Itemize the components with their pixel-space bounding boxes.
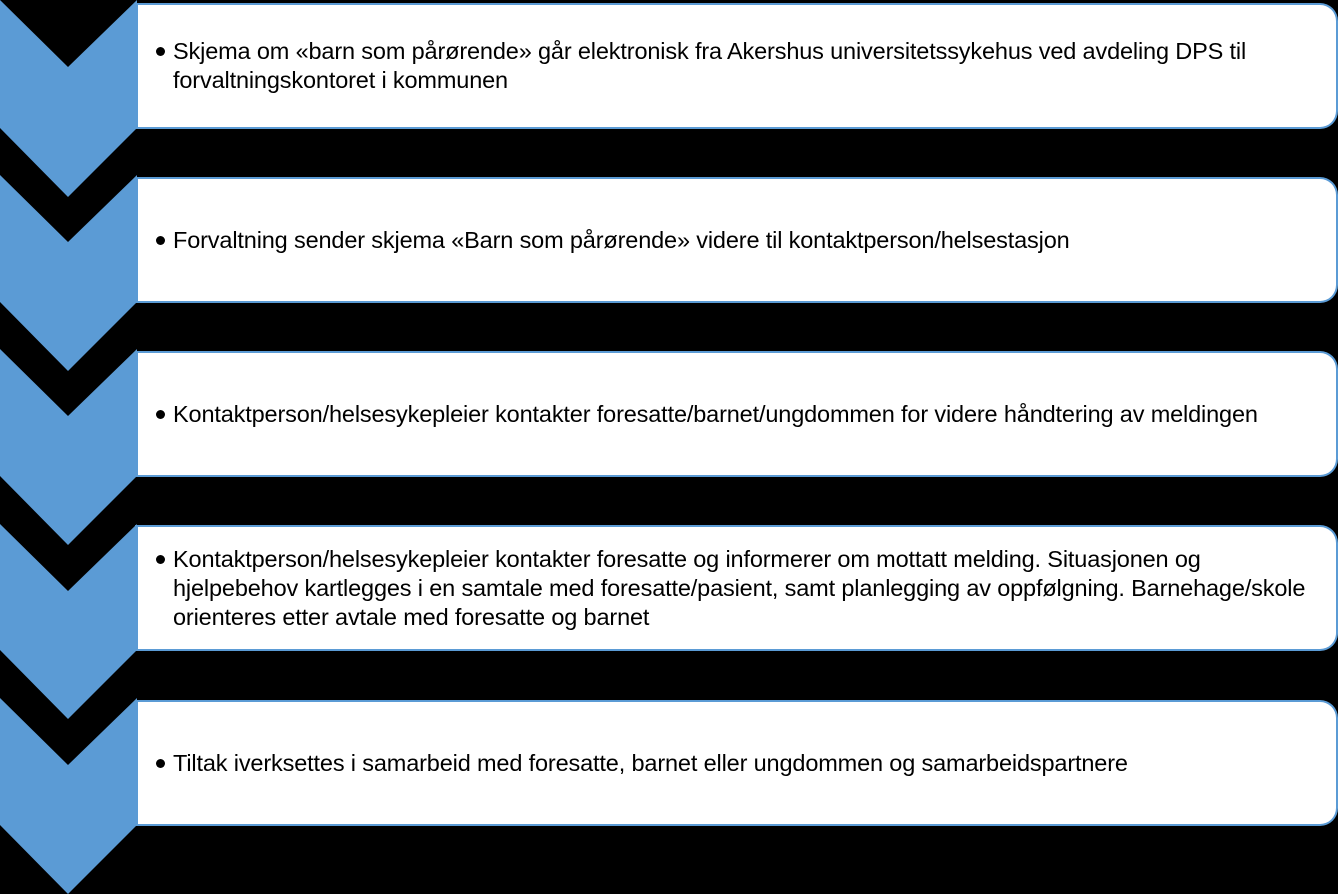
step-list-4 [138, 545, 1336, 632]
step-text-3 [156, 400, 1316, 429]
chevron-column [0, 0, 137, 894]
bullet-icon [156, 410, 165, 419]
step-text-2 [156, 226, 1316, 255]
step-label-4: Kontaktperson/helsesykepleier kontakter foresatte og informerer om mottatt melding. Situasjonen og hjelpebehov kartlegges i en samtale med foresatte/pasient, samt planlegging av oppfølgning. Barnehage/skole orienteres etter avtale med foresatte og barnet [173, 545, 1306, 630]
bullet-icon [156, 555, 165, 564]
step-list-1 [138, 37, 1336, 95]
chevron-arrow-4 [0, 524, 137, 719]
step-text-4 [156, 545, 1316, 632]
step-label-5: Tiltak iverksettes i samarbeid med foresatte, barnet eller ungdommen og samarbeidspartnere [173, 749, 1128, 776]
step-list-3 [138, 400, 1336, 429]
chevron-arrow-2 [0, 175, 137, 371]
step-box-3 [135, 351, 1338, 477]
step-box-1 [135, 3, 1338, 129]
step-label-3: Kontaktperson/helsesykepleier kontakter foresatte/barnet/ungdommen for videre håndtering av meldingen [173, 400, 1258, 427]
bullet-icon [156, 759, 165, 768]
chevron-arrow-5 [0, 698, 137, 894]
step-list-5 [138, 749, 1336, 778]
bullet-icon [156, 47, 165, 56]
chevron-arrow-1 [0, 0, 137, 197]
step-label-1: Skjema om «barn som pårørende» går elektronisk fra Akershus universitetssykehus ved avdeling DPS til forvaltningskontoret i kommunen [173, 38, 1247, 93]
step-text-1 [156, 37, 1316, 95]
step-box-4 [135, 525, 1338, 651]
step-label-2: Forvaltning sender skjema «Barn som pårørende» videre til kontaktperson/helsestasjon [173, 226, 1070, 253]
step-text-5 [156, 749, 1316, 778]
step-box-5 [135, 700, 1338, 826]
step-list-2 [138, 226, 1336, 255]
chevron-arrow-3 [0, 349, 137, 545]
bullet-icon [156, 236, 165, 245]
step-box-2 [135, 177, 1338, 303]
